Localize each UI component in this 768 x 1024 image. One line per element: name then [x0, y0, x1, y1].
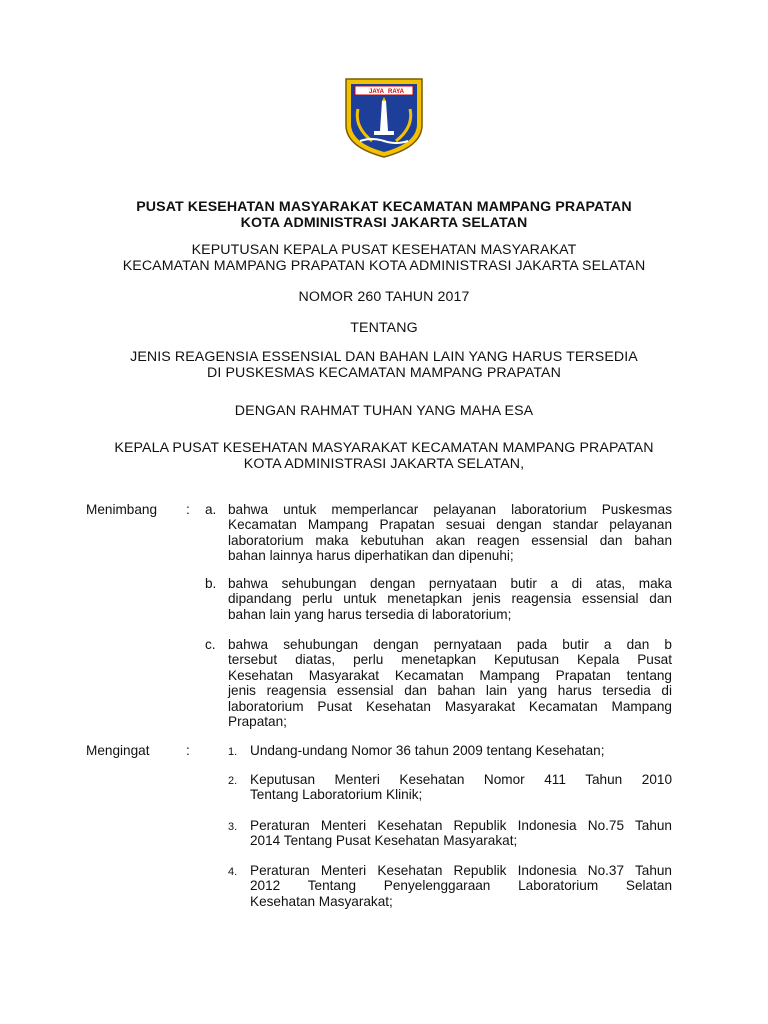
menimbang-a-line-1: bahwa untuk memperlancar pelayanan laboratorium Puskesmas — [228, 502, 672, 517]
menimbang-c-line-3: Kesehatan Masyarakat Kecamatan Mampang Prapatan tentang — [228, 667, 672, 683]
decree-line-1: KEPUTUSAN KEPALA PUSAT KESEHATAN MASYARAKAT — [191, 242, 577, 258]
menimbang-b-line-3: bahan lain yang harus tersedia di laboratorium; — [228, 606, 512, 622]
menimbang-c-line-4: jenis reagensia essensial dan bahan lain yang harus tersedia di — [228, 683, 672, 699]
head-line-1: KEPALA PUSAT KESEHATAN MASYARAKAT KECAMATAN MAMPANG PRAPATAN — [114, 440, 654, 456]
logo-banner-left: JAYA — [369, 89, 384, 95]
menimbang-colon: : — [186, 502, 190, 517]
menimbang-c-line-5: laboratorium Pusat Kesehatan Masyarakat Kecamatan Mampang — [228, 698, 672, 714]
mengingat-2-line-1: Keputusan Menteri Kesehatan Nomor 411 Tahun 2010 — [250, 772, 672, 787]
jakarta-emblem-logo — [342, 75, 426, 159]
mengingat-3-line-1: Peraturan Menteri Kesehatan Republik Indonesia No.75 Tahun — [250, 818, 672, 833]
head-line-2: KOTA ADMINISTRASI JAKARTA SELATAN, — [243, 456, 525, 472]
menimbang-label: Menimbang — [86, 502, 158, 517]
org-line-1: PUSAT KESEHATAN MASYARAKAT KECAMATAN MAMPANG PRAPATAN — [136, 199, 632, 215]
menimbang-b-line-2: dipandang perlu untuk menetapkan jenis reagensia essensial dan — [228, 591, 672, 607]
mengingat-marker-1: 1. — [228, 746, 238, 758]
mengingat-item-3 — [250, 818, 672, 849]
mengingat-4-line-2: 2012 Tentang Penyelenggaraan Laboratorium Selatan — [250, 878, 672, 894]
decree-number: NOMOR 260 TAHUN 2017 — [298, 289, 470, 305]
mengingat-item-4 — [250, 863, 672, 909]
org-line-2: KOTA ADMINISTRASI JAKARTA SELATAN — [240, 215, 528, 231]
menimbang-item-b — [228, 576, 672, 622]
menimbang-a-line-3: laboratorium maka kebutuhan akan reagen essensial dan bahan — [228, 532, 672, 548]
menimbang-c-line-1: bahwa sehubungan dengan pernyataan pada butir a dan b — [228, 637, 672, 652]
subject-line-2: DI PUSKESMAS KECAMATAN MAMPANG PRAPATAN — [207, 365, 561, 381]
logo-banner-right: RAYA — [388, 89, 404, 95]
menimbang-marker-c: c. — [205, 637, 216, 652]
mengingat-4-line-3: Kesehatan Masyarakat; — [250, 893, 393, 909]
head-title — [40, 440, 728, 472]
menimbang-marker-b: b. — [205, 576, 217, 591]
mengingat-label: Mengingat — [86, 743, 150, 758]
menimbang-c-line-6: Prapatan; — [228, 714, 287, 730]
decree-subject — [40, 349, 728, 381]
grace-line: DENGAN RAHMAT TUHAN YANG MAHA ESA — [234, 403, 534, 419]
mengingat-marker-2: 2. — [228, 775, 238, 787]
menimbang-item-c — [228, 637, 672, 729]
about-heading: TENTANG — [350, 320, 418, 336]
mengingat-item-1 — [250, 743, 672, 758]
menimbang-item-a — [228, 502, 672, 564]
decree-line-2: KECAMATAN MAMPANG PRAPATAN KOTA ADMINISTRASI JAKARTA SELATAN — [122, 258, 646, 274]
mengingat-item-2 — [250, 772, 672, 803]
mengingat-3-line-2: 2014 Tentang Pusat Kesehatan Masyarakat; — [250, 833, 518, 849]
mengingat-marker-3: 3. — [228, 821, 238, 833]
mengingat-4-line-1: Peraturan Menteri Kesehatan Republik Indonesia No.37 Tahun — [250, 863, 672, 878]
menimbang-marker-a: a. — [205, 502, 217, 517]
decree-title — [40, 242, 728, 274]
subject-line-1: JENIS REAGENSIA ESSENSIAL DAN BAHAN LAIN YANG HARUS TERSEDIA — [130, 349, 638, 365]
mengingat-1-line-1: Undang-undang Nomor 36 tahun 2009 tentang Kesehatan; — [250, 743, 605, 758]
mengingat-2-line-2: Tentang Laboratorium Klinik; — [250, 787, 423, 803]
menimbang-c-line-2: tersebut diatas, perlu menetapkan Keputusan Kepala Pusat — [228, 652, 672, 668]
mengingat-marker-4: 4. — [228, 866, 238, 878]
org-title — [40, 199, 728, 231]
mengingat-colon: : — [186, 743, 190, 758]
menimbang-b-line-1: bahwa sehubungan dengan pernyataan butir a di atas, maka — [228, 576, 672, 591]
menimbang-a-line-4: bahan lainnya harus diperhatikan dan dipenuhi; — [228, 548, 514, 564]
menimbang-a-line-2: Kecamatan Mampang Prapatan sesuai dengan standar pelayanan — [228, 517, 672, 533]
